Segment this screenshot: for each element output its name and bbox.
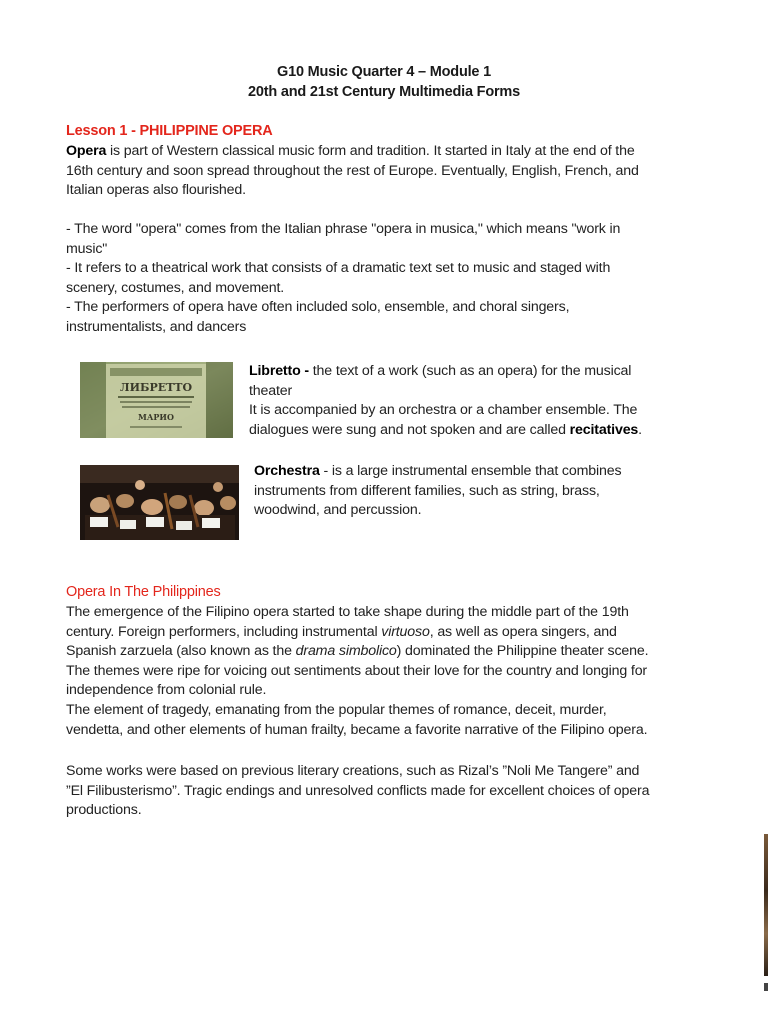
libretto-term: Libretto - (249, 363, 309, 379)
ph-line-5: independence from colonial rule. (66, 682, 267, 699)
ph-line-4: The themes were ripe for voicing out sentiments about their love for the country and longing for (66, 662, 648, 679)
intro-line-2: 16th century and soon spread throughout the rest of Europe. Eventually, English, French, and (66, 162, 639, 179)
orchestra-line-1-text: - is a large instrumental ensemble that combines (319, 463, 622, 479)
orchestra-illustration (80, 465, 239, 540)
opera-bullet-list (66, 220, 706, 338)
drama-simbolico-term: drama simbolico (295, 643, 397, 660)
intro-line-1-text: is part of Western classical music form and tradition. It started in Italy at the end of the (106, 143, 635, 159)
ph-line-3-end: ) dominated the Philippine theater scene. (396, 643, 649, 660)
intro-line-1 (66, 142, 706, 162)
libretto-line-2: theater (249, 382, 293, 399)
ph-line-10: productions. (66, 802, 142, 819)
libretto-image-subtitle: МАРИО (138, 412, 174, 422)
ph-line-3-text: Spanish zarzuela (also known as the (66, 643, 296, 660)
bullet-line: - It refers to a theatrical work that consists of a dramatic text set to music and staged with (66, 260, 611, 277)
orchestra-term: Orchestra (254, 463, 320, 479)
lesson-heading: Lesson 1 - PHILIPPINE OPERA (66, 123, 273, 139)
orchestra-definition (254, 462, 694, 521)
orchestra-line-3: woodwind, and percussion. (254, 502, 422, 519)
orchestra-line-2: instruments from different families, such as string, brass, (254, 482, 600, 499)
bullet-line: - The performers of opera have often included solo, ensemble, and choral singers, (66, 299, 570, 316)
intro-line-3: Italian operas also flourished. (66, 182, 246, 199)
cropped-image-edge (764, 834, 768, 976)
libretto-definition (249, 362, 709, 440)
ph-line-2-end: , as well as opera singers, and (429, 623, 617, 640)
ph-line-6: The element of tragedy, emanating from the popular themes of romance, deceit, murder, (66, 701, 607, 718)
document-title: G10 Music Quarter 4 – Module 1 (277, 64, 491, 80)
libretto-line-4-end: . (638, 421, 642, 438)
bullet-line: instrumentalists, and dancers (66, 318, 247, 335)
bullet-line: music" (66, 240, 108, 257)
cropped-text-edge (764, 983, 768, 991)
philippines-paragraph-1 (66, 603, 706, 740)
opera-term: Opera (66, 143, 107, 159)
virtuoso-term: virtuoso (381, 623, 430, 640)
libretto-line-1 (249, 362, 709, 382)
libretto-line-3: It is accompanied by an orchestra or a chamber ensemble. The (249, 402, 638, 419)
libretto-image-title: ЛИБРЕТТО (119, 381, 193, 394)
opera-intro-paragraph (66, 142, 706, 201)
ph-line-2 (66, 623, 706, 643)
libretto-line-1-text: the text of a work (such as an opera) for the musical (308, 363, 632, 379)
ph-line-3 (66, 642, 706, 662)
ph-line-9: ”El Filibusterismo”. Tragic endings and unresolved conflicts made for excellent choices of opera (66, 782, 650, 799)
orchestra-line-1 (254, 462, 694, 482)
recitatives-term: recitatives (569, 421, 639, 438)
bullet-line: scenery, costumes, and movement. (66, 279, 285, 296)
libretto-illustration (80, 362, 233, 438)
libretto-line-4-text: dialogues were sung and not spoken and are called (249, 421, 570, 438)
document-subtitle: 20th and 21st Century Multimedia Forms (248, 84, 520, 100)
philippines-heading: Opera In The Philippines (66, 584, 221, 600)
bullet-line: - The word "opera" comes from the Italian phrase "opera in musica," which means "work in (66, 221, 621, 237)
libretto-image (80, 362, 233, 438)
orchestra-image (80, 465, 239, 540)
ph-line-8: Some works were based on previous literary creations, such as Rizal’s ”Noli Me Tangere” and (66, 763, 640, 779)
libretto-line-4 (249, 421, 709, 441)
ph-line-7: vendetta, and other elements of human frailty, became a favorite narrative of the Filipino opera. (66, 721, 648, 738)
ph-line-2-text: century. Foreign performers, including instrumental (66, 623, 382, 640)
philippines-paragraph-3 (66, 762, 706, 821)
ph-line-1: The emergence of the Filipino opera started to take shape during the middle part of the 19th (66, 604, 629, 620)
